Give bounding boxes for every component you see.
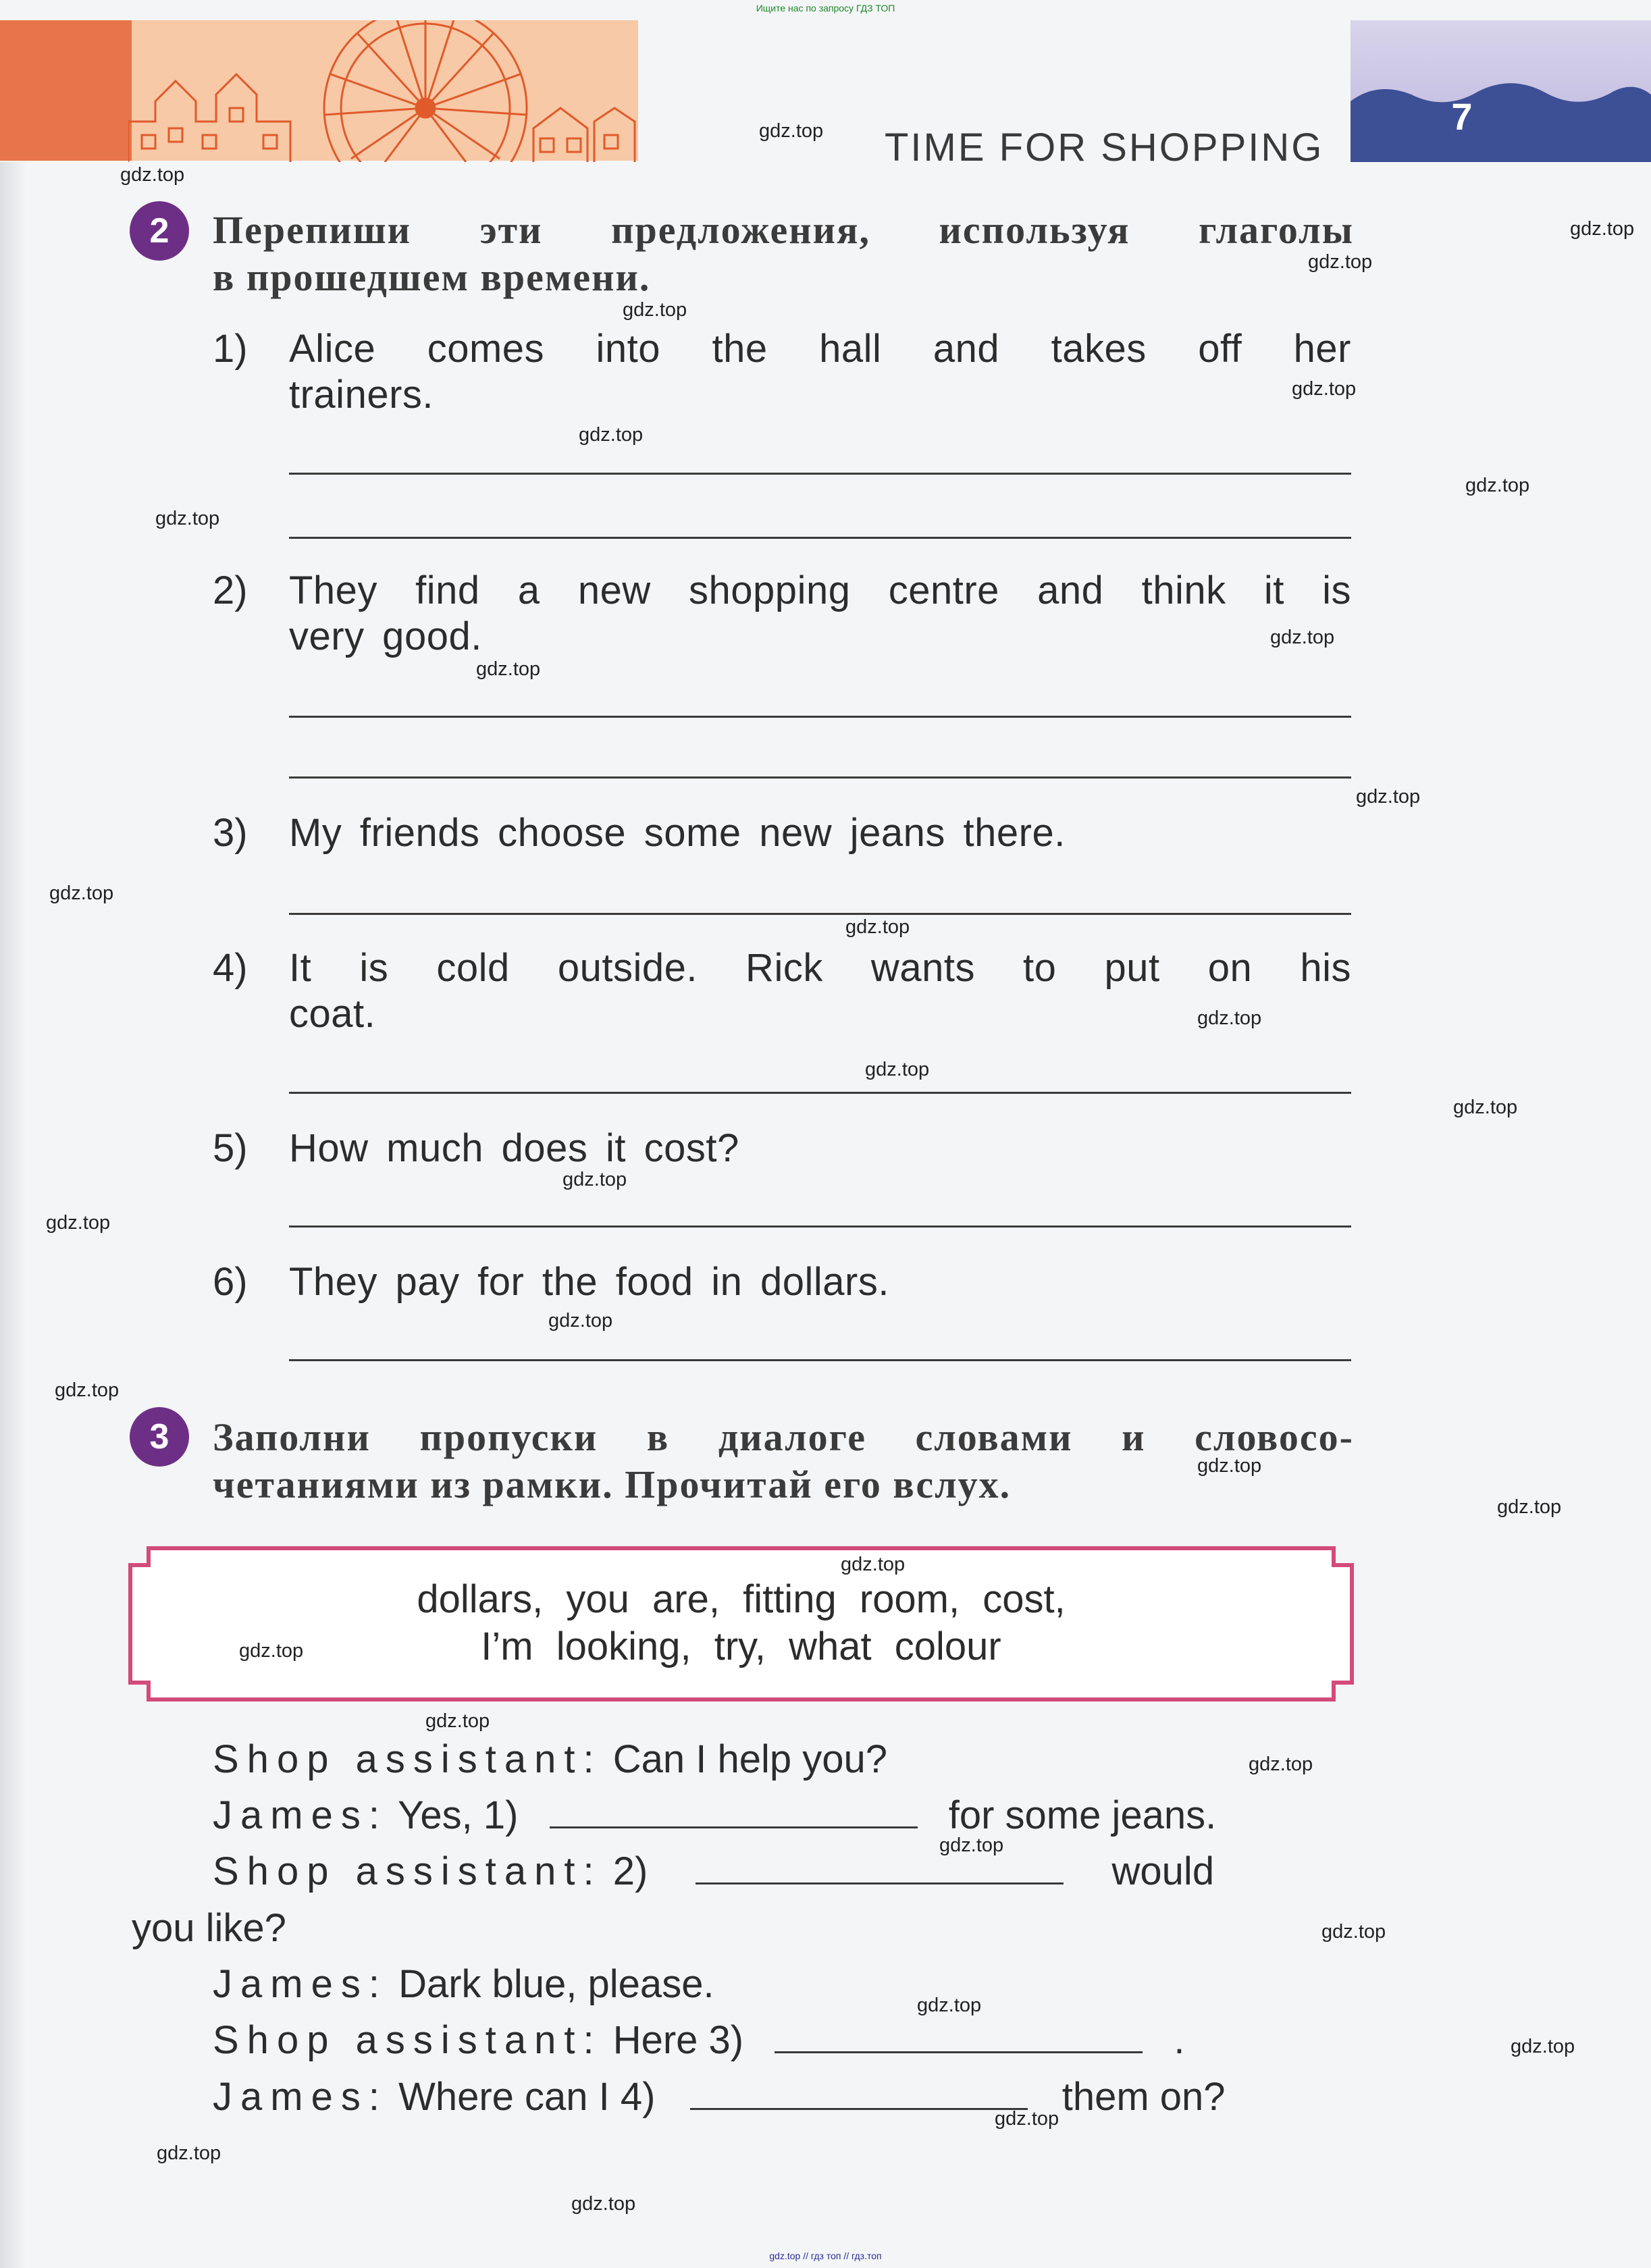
answer-line: [289, 537, 1351, 539]
watermark: gdz.top: [579, 424, 644, 446]
watermark: gdz.top: [425, 1710, 490, 1732]
dialogue-text: Dark blue, please.: [398, 1962, 714, 2006]
watermark: gdz.top: [1465, 475, 1530, 496]
item-5-sentence: How much does it cost?: [289, 1126, 739, 1170]
top-note: Ищите нас по запросу ГДЗ ТОП: [756, 3, 895, 14]
exercise-3-badge: 3: [130, 1407, 189, 1467]
watermark: gdz.top: [55, 1379, 120, 1401]
header-orange-band: [0, 20, 132, 161]
watermark: gdz.top: [939, 1835, 1004, 1856]
watermark: gdz.top: [995, 2108, 1059, 2130]
watermark: gdz.top: [155, 508, 220, 529]
dialogue-text: would: [1111, 1849, 1215, 1893]
dialogue-text: them on?: [1062, 2075, 1226, 2119]
speaker-label: James:: [213, 1962, 388, 2006]
dialogue-line-2: [213, 1793, 1216, 1838]
watermark: gdz.top: [1197, 1455, 1262, 1477]
answer-line: [289, 1092, 1351, 1094]
answer-line: [289, 716, 1351, 718]
running-head: TIME FOR SHOPPING: [885, 126, 1324, 169]
exercise-2-badge: 2: [130, 201, 189, 261]
watermark: gdz.top: [1356, 786, 1421, 808]
watermark: gdz.top: [49, 882, 114, 904]
fill-in-blank-2[interactable]: [696, 1882, 1064, 1884]
watermark: gdz.top: [845, 916, 910, 938]
item-5-number: 5): [213, 1126, 248, 1170]
watermark: gdz.top: [571, 2193, 636, 2215]
speaker-label: Shop assistant:: [213, 1849, 602, 1893]
item-1-number: 1): [213, 327, 248, 371]
watermark: gdz.top: [1197, 1007, 1262, 1029]
item-4-sentence: It is cold outside. Rick wants to put on his coat.: [289, 946, 1351, 1036]
dialogue-text: Where can I 4): [398, 2075, 656, 2119]
watermark: gdz.top: [1570, 218, 1635, 240]
page-spine-shadow: [0, 162, 27, 2268]
dialogue-text: Here 3): [612, 2018, 744, 2062]
fill-in-blank-1[interactable]: [550, 1826, 918, 1828]
speaker-label: Shop assistant:: [213, 1737, 602, 1781]
dialogue-line-6: [213, 2074, 1226, 2119]
fill-in-blank-4[interactable]: [690, 2108, 1028, 2110]
answer-line: [289, 776, 1351, 779]
answer-line: [289, 473, 1351, 475]
header-wave-shape: [1351, 74, 1651, 162]
item-2-sentence: They find a new shopping centre and think it is very good.: [289, 569, 1351, 658]
page-number: 7: [1451, 95, 1473, 138]
watermark: gdz.top: [562, 1169, 627, 1190]
watermark: gdz.top: [1497, 1496, 1562, 1518]
answer-line: [289, 913, 1351, 915]
watermark: gdz.top: [623, 299, 687, 321]
word-box-line-1: dollars, you are, fitting room, cost,: [417, 1577, 1066, 1621]
item-1-sentence: Alice comes into the hall and takes off her trainers.: [289, 327, 1351, 417]
watermark: gdz.top: [917, 1995, 982, 2016]
dialogue-line-3-continuation: you like?: [132, 1906, 286, 1950]
speaker-label: James:: [213, 1793, 388, 1837]
dialogue-text: Can I help you?: [612, 1737, 887, 1781]
dialogue-line-1: [213, 1737, 887, 1782]
speaker-label: Shop assistant:: [213, 2018, 602, 2062]
watermark: gdz.top: [548, 1310, 613, 1331]
exercise-2-instruction: Перепиши эти предложения, используя глаголы в прошедшем времени.: [213, 208, 1354, 299]
watermark: gdz.top: [120, 164, 185, 186]
watermark: gdz.top: [759, 120, 824, 142]
bottom-note: gdz.top // гдз топ // гдз.топ: [769, 2250, 882, 2261]
answer-line: [289, 1359, 1351, 1361]
watermark: gdz.top: [476, 658, 541, 680]
watermark: gdz.top: [1453, 1097, 1518, 1118]
watermark: gdz.top: [1270, 627, 1335, 648]
dialogue-text: for some jeans.: [948, 1793, 1217, 1837]
dialogue-line-3: [213, 1849, 1214, 1894]
watermark: gdz.top: [841, 1554, 906, 1575]
word-box-line-2: I’m looking, try, what colour: [481, 1625, 1001, 1668]
watermark: gdz.top: [1321, 1921, 1386, 1943]
dialogue-text: Yes, 1): [398, 1793, 519, 1837]
item-3-sentence: My friends choose some new jeans there.: [289, 811, 1066, 855]
dialogue-line-5: [213, 2018, 1184, 2063]
watermark: gdz.top: [157, 2142, 221, 2164]
fill-in-blank-3[interactable]: [775, 2051, 1143, 2053]
item-6-number: 6): [213, 1260, 248, 1304]
item-6-sentence: They pay for the food in dollars.: [289, 1260, 889, 1304]
ferris-wheel-illustration: [128, 20, 641, 162]
dialogue-text: .: [1174, 2018, 1185, 2062]
item-4-number: 4): [213, 946, 248, 990]
watermark: gdz.top: [1308, 251, 1373, 273]
watermark: gdz.top: [239, 1640, 304, 1662]
dialogue-line-4: [213, 1961, 714, 2007]
watermark: gdz.top: [1292, 378, 1357, 400]
item-2-number: 2): [213, 569, 248, 612]
watermark: gdz.top: [46, 1212, 111, 1234]
answer-line: [289, 1225, 1351, 1228]
dialogue-text: 2): [612, 1849, 648, 1893]
speaker-label: James:: [213, 2075, 388, 2119]
watermark: gdz.top: [1249, 1753, 1313, 1775]
watermark: gdz.top: [1511, 2036, 1575, 2057]
exercise-3-instruction: Заполни пропуски в диалоге словами и словосо- четаниями из рамки. Прочитай его вслух.: [213, 1415, 1354, 1506]
watermark: gdz.top: [865, 1059, 930, 1080]
item-3-number: 3): [213, 811, 248, 855]
